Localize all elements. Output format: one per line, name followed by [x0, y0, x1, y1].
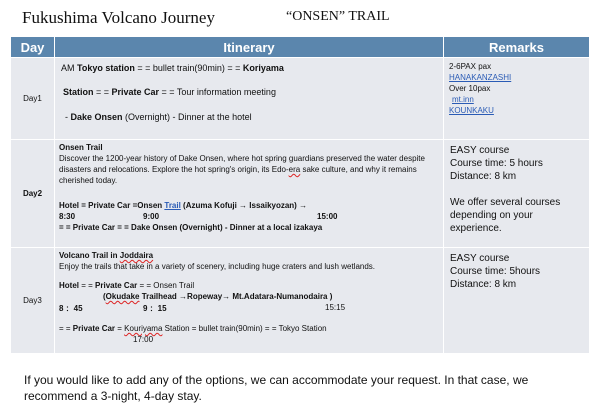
desc-era: era — [288, 165, 301, 174]
heading-part1: Volcano Trail in — [59, 251, 120, 260]
title-text: Fukushima Volcano Journey — [22, 8, 215, 27]
day2-route — [59, 201, 307, 210]
mt-inn-link[interactable]: mt.inn — [452, 95, 474, 104]
day1-line3 — [65, 112, 252, 122]
kouriyama: Kouriyama — [124, 324, 163, 333]
desc-part1: Discover the 1200-year history of Dake Onsen, where hot spring guardians preserved the water despite disasters and relocations. Explore the hot spring's origin, its Edo- — [59, 154, 425, 174]
koriyama: Koriyama — [242, 63, 284, 73]
day3-itinerary — [55, 248, 444, 354]
day1-line2 — [63, 87, 276, 97]
course-time: Course time: 5 hours — [450, 158, 543, 169]
overnight-text: (Overnight) - Dinner at the hotel — [122, 112, 252, 122]
private-car: Private Car — [111, 87, 160, 97]
route-end: (Azuma Kofuji → Issaikyozan) → — [180, 201, 308, 210]
day1-remarks — [444, 58, 590, 140]
time-830: 8:30 — [59, 212, 76, 221]
distance: Distance: 8 km — [450, 171, 517, 182]
hotel: Hotel — [59, 281, 79, 290]
distance: Distance: 8 km — [450, 279, 517, 290]
route-details: Trailhead →Ropeway→ Mt.Adatara-Numanodaira ) — [139, 292, 333, 301]
desc-part2: sake culture, and why it remains cherished today. — [59, 165, 417, 185]
paren: ( — [103, 292, 106, 301]
hanakanzashi-link[interactable]: HANAKANZASHI — [449, 73, 512, 82]
day2-cell: Day2 — [11, 140, 55, 248]
private-car: Private Car — [72, 324, 116, 333]
day3-remarks — [444, 248, 590, 354]
header-day: Day — [11, 37, 55, 58]
day1-itinerary — [55, 58, 444, 140]
train-home: Station = bullet train(90min) = = Tokyo Station — [162, 324, 327, 333]
time-1515: 15:15 — [325, 303, 346, 312]
station-label: Station — [63, 87, 94, 97]
easy-course: EASY course — [450, 145, 510, 156]
remark-pax: 2-6PAX pax — [449, 62, 492, 71]
onsen-trail-heading: Onsen Trail — [59, 143, 103, 152]
time-1500: 15:00 — [317, 212, 338, 221]
table-row-day1 — [11, 58, 590, 140]
time-1700: 17:00 — [133, 335, 154, 344]
course-time: Course time: 5hours — [450, 266, 541, 277]
tokyo-station: Tokyo station — [77, 63, 135, 73]
header-itinerary: Itinerary — [55, 37, 444, 58]
table-row-day2 — [11, 140, 590, 248]
route-start: Hotel = Private Car =Onsen — [59, 201, 165, 210]
easy-course: EASY course — [450, 253, 510, 264]
offer-text: We offer several courses depending on your experience. — [450, 197, 561, 234]
connector: = = — [93, 87, 112, 97]
joddaira: Joddaira — [119, 251, 154, 260]
day3-route3 — [59, 324, 327, 333]
trail-link[interactable]: Trail — [164, 201, 181, 210]
dake-onsen: Dake Onsen — [70, 112, 123, 122]
day1-line1 — [61, 63, 284, 73]
connector: = = — [59, 324, 73, 333]
onsen-trail-text: = = Onsen Trail — [137, 281, 195, 290]
bullet-train-text: = = bullet train(90min) = = — [134, 63, 243, 73]
dash: - — [65, 112, 71, 122]
kounkaku-link[interactable]: KOUNKAKU — [449, 106, 494, 115]
footer-note: If you would like to add any of the options, we can accommodate your request. In that case, we recommend a 3-night, 4-day stay. — [24, 373, 529, 403]
day2-remarks — [444, 140, 590, 248]
table-row-day3 — [11, 248, 590, 354]
time-915: 9 ：15 — [143, 304, 167, 313]
okudake: Okudake — [105, 292, 140, 301]
meeting-text: = = Tour information meeting — [159, 87, 276, 97]
am-label: AM — [61, 63, 75, 73]
page-title — [22, 8, 390, 28]
day2-itinerary — [55, 140, 444, 248]
private-car: Private Car — [95, 281, 138, 290]
header-remarks: Remarks — [444, 37, 590, 58]
volcano-trail-heading — [59, 251, 153, 260]
day2-description — [59, 153, 441, 186]
day3-cell: Day3 — [11, 248, 55, 354]
time-900: 9:00 — [143, 212, 160, 221]
connector2: = — [115, 324, 125, 333]
day3-route2 — [103, 292, 332, 301]
time-845: 8 ：45 — [59, 304, 83, 313]
day3-description: Enjoy the trails that take in a variety of scenery, including huge craters and lush wetlands. — [59, 262, 376, 271]
day2-route2: = = Private Car = = Dake Onsen (Overnight) - Dinner at a local izakaya — [59, 223, 323, 232]
day1-cell: Day1 — [11, 58, 55, 140]
day3-route1 — [59, 281, 194, 290]
subtitle-text: “ONSEN” TRAIL — [286, 9, 390, 24]
connector: = = — [79, 281, 96, 290]
itinerary-table — [10, 36, 590, 354]
remark-over10: Over 10pax — [449, 84, 491, 93]
table-header-row — [11, 37, 590, 58]
